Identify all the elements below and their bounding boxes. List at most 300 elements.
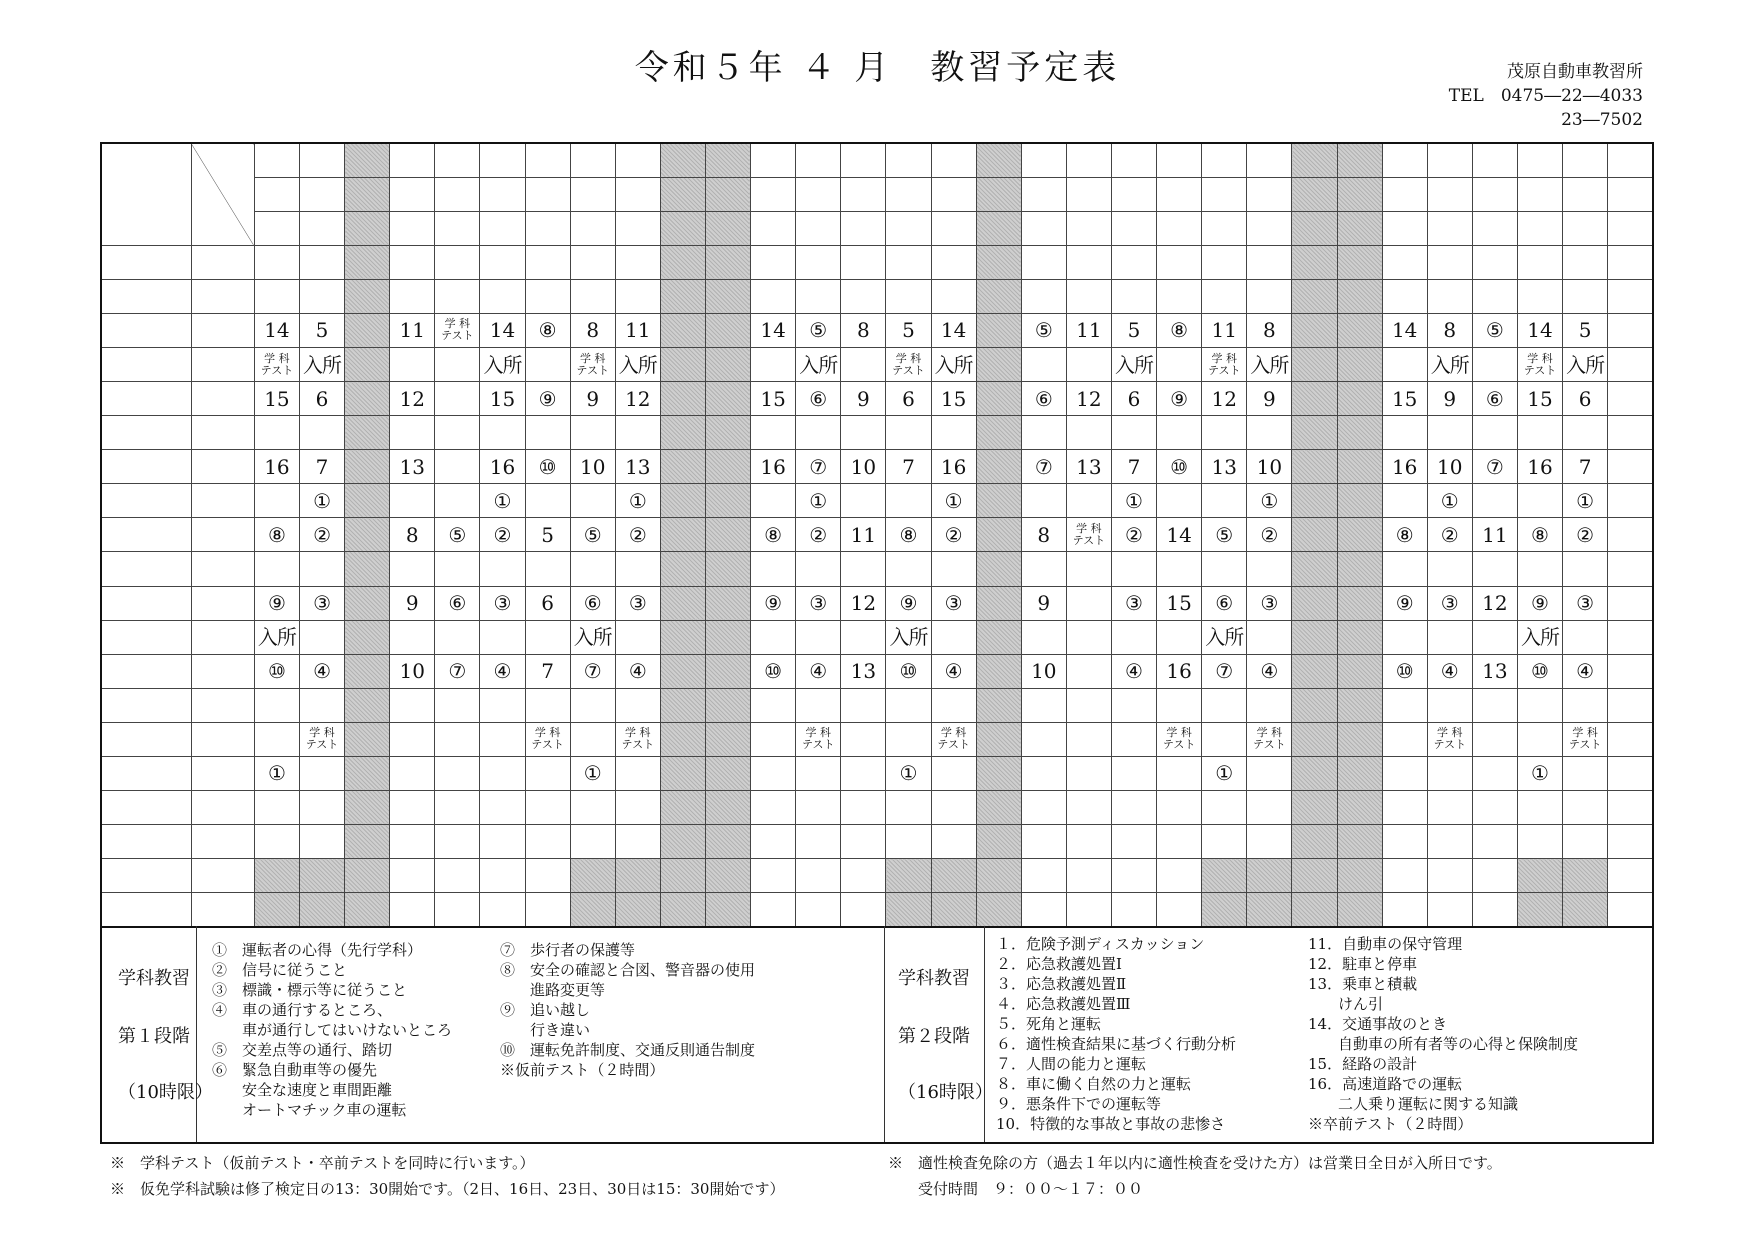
classroom-label: [191, 416, 254, 450]
schedule-cell: [615, 552, 660, 586]
schedule-cell: ①: [1427, 484, 1472, 518]
schedule-cell: [390, 859, 435, 893]
schedule-cell: [254, 790, 299, 824]
weekday: [1382, 177, 1427, 211]
curriculum-item: ⑧ 安全の確認と合図、警音器の使用: [500, 961, 756, 979]
schedule-cell: 11: [1202, 313, 1247, 347]
schedule-cell: [1563, 552, 1608, 586]
schedule-cell: [1608, 722, 1653, 756]
weekday: [435, 177, 480, 211]
schedule-cell: ⑤: [570, 518, 615, 552]
schedule-cell: [525, 893, 570, 927]
schedule-cell: 8: [1247, 313, 1292, 347]
classroom-label: [191, 756, 254, 790]
schedule-cell: 7: [1563, 450, 1608, 484]
corner-header: [191, 143, 254, 245]
schedule-cell: ⑦: [1021, 450, 1066, 484]
test-mark: 学 科 テスト: [892, 351, 925, 377]
schedule-cell: [976, 347, 1021, 381]
day-status: [1472, 211, 1517, 245]
schedule-cell: [1066, 245, 1111, 279]
schedule-cell: 5: [299, 313, 344, 347]
classroom-label: [191, 279, 254, 313]
period-row: [101, 347, 1653, 381]
schedule-cell: ④: [1111, 654, 1156, 688]
schedule-cell: 9: [1427, 382, 1472, 416]
schedule-cell: [480, 416, 525, 450]
schedule-cell: [1247, 552, 1292, 586]
schedule-cell: 15: [254, 382, 299, 416]
schedule-cell: [886, 825, 931, 859]
schedule-cell: [390, 790, 435, 824]
schedule-cell: [1292, 382, 1337, 416]
schedule-cell: 13: [390, 450, 435, 484]
schedule-cell: [254, 279, 299, 313]
schedule-cell: ⑥: [570, 586, 615, 620]
schedule-cell: [615, 279, 660, 313]
schedule-cell: [299, 825, 344, 859]
period-row: [101, 688, 1653, 722]
schedule-cell: ⑩: [525, 450, 570, 484]
schedule-cell: [345, 654, 390, 688]
schedule-cell: 12: [1472, 586, 1517, 620]
schedule-cell: [1247, 688, 1292, 722]
schedule-cell: [435, 756, 480, 790]
schedule-cell: [525, 416, 570, 450]
schedule-cell: 13: [1472, 654, 1517, 688]
schedule-cell: [480, 790, 525, 824]
day-number: [254, 143, 299, 177]
schedule-cell: [751, 756, 796, 790]
day-status: [1247, 211, 1292, 245]
schedule-cell: [1111, 825, 1156, 859]
weekday: [480, 177, 525, 211]
schedule-cell: [751, 416, 796, 450]
stage1-list-a: [212, 940, 452, 1120]
schedule-cell: [1247, 893, 1292, 927]
period-time: [101, 893, 191, 927]
schedule-cell: [435, 416, 480, 450]
schedule-cell: 11: [1066, 313, 1111, 347]
schedule-cell: ③: [480, 586, 525, 620]
schedule-cell: [1337, 859, 1382, 893]
day-number: [435, 143, 480, 177]
schedule-cell: [435, 893, 480, 927]
schedule-cell: [345, 620, 390, 654]
schedule-cell: [1066, 518, 1111, 552]
schedule-cell: [299, 279, 344, 313]
schedule-cell: ②: [480, 518, 525, 552]
schedule-cell: [660, 518, 705, 552]
period-row: [101, 245, 1653, 279]
curriculum-item: ２．応急救護処置Ⅰ: [996, 955, 1122, 973]
schedule-cell: 入所: [886, 620, 931, 654]
period-time: [101, 484, 191, 518]
schedule-cell: [345, 416, 390, 450]
schedule-cell: [1247, 620, 1292, 654]
period-row: [101, 382, 1653, 416]
schedule-cell: [390, 688, 435, 722]
schedule-cell: 入所: [1517, 620, 1562, 654]
test-mark: 学 科 テスト: [1253, 726, 1286, 752]
schedule-cell: [1337, 450, 1382, 484]
schedule-cell: [1517, 279, 1562, 313]
schedule-cell: [1111, 722, 1156, 756]
schedule-cell: [615, 688, 660, 722]
day-status: [1021, 211, 1066, 245]
schedule-cell: [1066, 416, 1111, 450]
schedule-cell: [1157, 484, 1202, 518]
stage1-label: 学科教習: [118, 968, 190, 989]
schedule-cell: [1157, 722, 1202, 756]
schedule-cell: [570, 416, 615, 450]
schedule-cell: [660, 416, 705, 450]
schedule-cell: [1472, 620, 1517, 654]
curriculum-item: ５．死角と運転: [996, 1015, 1102, 1033]
schedule-cell: [1382, 722, 1427, 756]
schedule-cell: [705, 518, 750, 552]
schedule-cell: 14: [931, 313, 976, 347]
schedule-cell: [254, 416, 299, 450]
schedule-cell: [345, 790, 390, 824]
schedule-cell: [1517, 825, 1562, 859]
weekday: [390, 177, 435, 211]
weekday: [1517, 177, 1562, 211]
schedule-cell: [1427, 790, 1472, 824]
classroom-label: [191, 518, 254, 552]
schedule-cell: [1066, 825, 1111, 859]
stage2-level: 第２段階: [898, 1026, 970, 1047]
schedule-cell: [1066, 586, 1111, 620]
schedule-cell: 16: [931, 450, 976, 484]
period-time: [101, 756, 191, 790]
note-line: ※ 適性検査免除の方（過去１年以内に適性検査を受けた方）は営業日全日が入所日です。: [888, 1154, 1502, 1172]
schedule-cell: [1292, 688, 1337, 722]
period-time: [101, 825, 191, 859]
schedule-cell: [480, 859, 525, 893]
schedule-cell: [570, 552, 615, 586]
schedule-cell: [660, 313, 705, 347]
schedule-cell: [525, 756, 570, 790]
schedule-cell: ⑥: [435, 586, 480, 620]
schedule-cell: [1427, 688, 1472, 722]
schedule-cell: [1021, 688, 1066, 722]
schedule-cell: [931, 893, 976, 927]
schedule-cell: [1292, 484, 1337, 518]
schedule-cell: [615, 893, 660, 927]
weekday: [660, 177, 705, 211]
schedule-cell: ①: [886, 756, 931, 790]
schedule-cell: [570, 484, 615, 518]
schedule-cell: [1608, 620, 1653, 654]
curriculum-item: 13．乗車と積載: [1308, 975, 1418, 993]
schedule-cell: 13: [841, 654, 886, 688]
day-status: [345, 211, 390, 245]
schedule-cell: [841, 893, 886, 927]
schedule-cell: [525, 825, 570, 859]
weekday: [254, 177, 299, 211]
schedule-cell: ⑩: [1517, 654, 1562, 688]
schedule-cell: [751, 620, 796, 654]
schedule-cell: [1202, 279, 1247, 313]
schedule-cell: [1157, 859, 1202, 893]
schedule-cell: [705, 416, 750, 450]
schedule-table: [100, 142, 1654, 928]
schedule-cell: [1202, 893, 1247, 927]
schedule-cell: [1337, 620, 1382, 654]
schedule-cell: [345, 382, 390, 416]
curriculum-item: 15．経路の設計: [1308, 1055, 1418, 1073]
day-status: [570, 211, 615, 245]
schedule-cell: [390, 245, 435, 279]
schedule-cell: ⑦: [1202, 654, 1247, 688]
schedule-cell: [480, 245, 525, 279]
schedule-cell: [796, 722, 841, 756]
schedule-cell: [841, 756, 886, 790]
schedule-cell: [390, 756, 435, 790]
curriculum-item: ⑩ 運転免許制度、交通反則通告制度: [500, 1041, 756, 1059]
weekday: [1021, 177, 1066, 211]
schedule-cell: [976, 586, 1021, 620]
schedule-cell: [1202, 790, 1247, 824]
schedule-cell: 15: [1157, 586, 1202, 620]
schedule-cell: [570, 347, 615, 381]
day-number: [705, 143, 750, 177]
day-number: [1427, 143, 1472, 177]
day-number: [931, 143, 976, 177]
schedule-cell: ④: [1563, 654, 1608, 688]
schedule-cell: ⑨: [886, 586, 931, 620]
schedule-cell: [254, 859, 299, 893]
schedule-cell: [1427, 552, 1472, 586]
schedule-cell: [976, 484, 1021, 518]
schedule-cell: [660, 279, 705, 313]
curriculum-item: ９．悪条件下での運転等: [996, 1095, 1162, 1113]
schedule-cell: [525, 245, 570, 279]
schedule-cell: [480, 893, 525, 927]
day-number: [1472, 143, 1517, 177]
schedule-cell: [931, 756, 976, 790]
weekday: [1337, 177, 1382, 211]
test-mark: 学 科 テスト: [441, 317, 474, 343]
schedule-cell: [390, 552, 435, 586]
weekday: [1292, 177, 1337, 211]
weekday: [751, 177, 796, 211]
schedule-cell: ⑦: [796, 450, 841, 484]
schedule-cell: [931, 688, 976, 722]
schedule-cell: [1382, 484, 1427, 518]
schedule-cell: [1608, 313, 1653, 347]
legend-box: [100, 926, 1654, 1144]
schedule-cell: [976, 825, 1021, 859]
schedule-cell: [1382, 620, 1427, 654]
schedule-cell: ②: [615, 518, 660, 552]
schedule-cell: [976, 688, 1021, 722]
schedule-cell: [1608, 586, 1653, 620]
schedule-cell: [1066, 688, 1111, 722]
schedule-cell: [931, 552, 976, 586]
schedule-cell: [1157, 279, 1202, 313]
schedule-cell: [1517, 552, 1562, 586]
schedule-cell: ⑧: [254, 518, 299, 552]
schedule-cell: [1066, 722, 1111, 756]
schedule-cell: ②: [1247, 518, 1292, 552]
period-row: [101, 756, 1653, 790]
day-status: [660, 211, 705, 245]
schedule-cell: [1608, 518, 1653, 552]
schedule-cell: [1337, 825, 1382, 859]
schedule-cell: [254, 722, 299, 756]
schedule-cell: [1563, 620, 1608, 654]
schedule-cell: 8: [1427, 313, 1472, 347]
day-status: [1382, 211, 1427, 245]
schedule-cell: [1292, 347, 1337, 381]
schedule-cell: [345, 722, 390, 756]
schedule-cell: [705, 620, 750, 654]
schedule-cell: [1337, 722, 1382, 756]
schedule-cell: [1337, 790, 1382, 824]
schedule-cell: [660, 859, 705, 893]
day-number: [886, 143, 931, 177]
schedule-cell: [1563, 245, 1608, 279]
classroom-label: [191, 552, 254, 586]
schedule-cell: ①: [254, 756, 299, 790]
classroom-label: [191, 688, 254, 722]
page-title: 令和５年 ４ 月 教習予定表: [634, 48, 1121, 88]
schedule-cell: [1157, 825, 1202, 859]
schedule-cell: [480, 552, 525, 586]
schedule-cell: [1292, 518, 1337, 552]
schedule-cell: ⑤: [1202, 518, 1247, 552]
schedule-cell: [705, 484, 750, 518]
day-status: [480, 211, 525, 245]
schedule-cell: [886, 893, 931, 927]
schedule-cell: [1472, 279, 1517, 313]
schedule-cell: [254, 825, 299, 859]
curriculum-item: ⑦ 歩行者の保護等: [500, 941, 636, 959]
schedule-cell: ⑨: [254, 586, 299, 620]
schedule-cell: [615, 859, 660, 893]
schedule-cell: [976, 313, 1021, 347]
schedule-cell: [976, 756, 1021, 790]
schedule-cell: [660, 825, 705, 859]
schedule-cell: 入所: [570, 620, 615, 654]
schedule-cell: [345, 859, 390, 893]
schedule-cell: [345, 518, 390, 552]
schedule-cell: 7: [299, 450, 344, 484]
schedule-cell: [254, 552, 299, 586]
schedule-cell: [390, 484, 435, 518]
schedule-cell: [390, 825, 435, 859]
schedule-cell: [435, 347, 480, 381]
classroom-label: [191, 450, 254, 484]
schedule-cell: 16: [254, 450, 299, 484]
schedule-cell: [1382, 790, 1427, 824]
schedule-cell: [525, 790, 570, 824]
classroom-label: [191, 245, 254, 279]
schedule-cell: [796, 416, 841, 450]
schedule-cell: [976, 245, 1021, 279]
schedule-cell: ③: [796, 586, 841, 620]
schedule-cell: ④: [615, 654, 660, 688]
day-number: [1021, 143, 1066, 177]
stage2-list-a: [996, 934, 1236, 1134]
notes-right: [888, 1150, 1502, 1202]
schedule-cell: [751, 722, 796, 756]
curriculum-item: 進路変更等: [500, 981, 606, 999]
schedule-cell: [570, 722, 615, 756]
weekday: [1111, 177, 1156, 211]
schedule-cell: [705, 382, 750, 416]
schedule-cell: [1111, 859, 1156, 893]
day-number: [345, 143, 390, 177]
schedule-cell: [435, 484, 480, 518]
day-status: [1563, 211, 1608, 245]
stage2-list-b: [1308, 934, 1578, 1134]
note-line: 受付時間 ９：００～１７：００: [888, 1180, 1144, 1198]
schedule-cell: [1517, 893, 1562, 927]
schedule-cell: [1382, 552, 1427, 586]
schedule-cell: [299, 893, 344, 927]
schedule-cell: 入所: [796, 347, 841, 381]
schedule-cell: [886, 279, 931, 313]
period-label: [101, 722, 191, 756]
schedule-cell: [525, 552, 570, 586]
schedule-cell: [1337, 518, 1382, 552]
schedule-cell: [660, 688, 705, 722]
schedule-cell: 12: [390, 382, 435, 416]
schedule-cell: [525, 279, 570, 313]
schedule-cell: ①: [1247, 484, 1292, 518]
schedule-cell: [1337, 313, 1382, 347]
curriculum-item: ６．適性検査結果に基づく行動分析: [996, 1035, 1237, 1053]
schedule-cell: ⑧: [1382, 518, 1427, 552]
schedule-cell: ⑧: [1157, 313, 1202, 347]
schedule-cell: 7: [886, 450, 931, 484]
period-label: [101, 654, 191, 688]
schedule-cell: [345, 313, 390, 347]
curriculum-item: 16．高速道路での運転: [1308, 1075, 1463, 1093]
schedule-cell: [1292, 279, 1337, 313]
curriculum-item: ３．応急救護処置Ⅱ: [996, 975, 1127, 993]
schedule-cell: [1021, 859, 1066, 893]
schedule-cell: ⑥: [796, 382, 841, 416]
schedule-cell: 11: [841, 518, 886, 552]
day-status: [1608, 211, 1653, 245]
day-status: [525, 211, 570, 245]
schedule-cell: ①: [796, 484, 841, 518]
weekday: [1563, 177, 1608, 211]
schedule-cell: 13: [1066, 450, 1111, 484]
schedule-cell: [796, 688, 841, 722]
schedule-cell: [299, 722, 344, 756]
schedule-cell: 入所: [1202, 620, 1247, 654]
schedule-cell: [570, 859, 615, 893]
period-row: [101, 450, 1653, 484]
schedule-cell: [1292, 313, 1337, 347]
weekday: [1247, 177, 1292, 211]
day-status: [796, 211, 841, 245]
schedule-cell: [615, 620, 660, 654]
schedule-cell: [1111, 893, 1156, 927]
schedule-cell: ⑧: [751, 518, 796, 552]
schedule-cell: [1472, 552, 1517, 586]
curriculum-item: ④ 車の通行するところ、: [212, 1001, 393, 1019]
schedule-cell: [660, 450, 705, 484]
schedule-cell: 12: [615, 382, 660, 416]
schedule-cell: [886, 484, 931, 518]
schedule-cell: ③: [615, 586, 660, 620]
